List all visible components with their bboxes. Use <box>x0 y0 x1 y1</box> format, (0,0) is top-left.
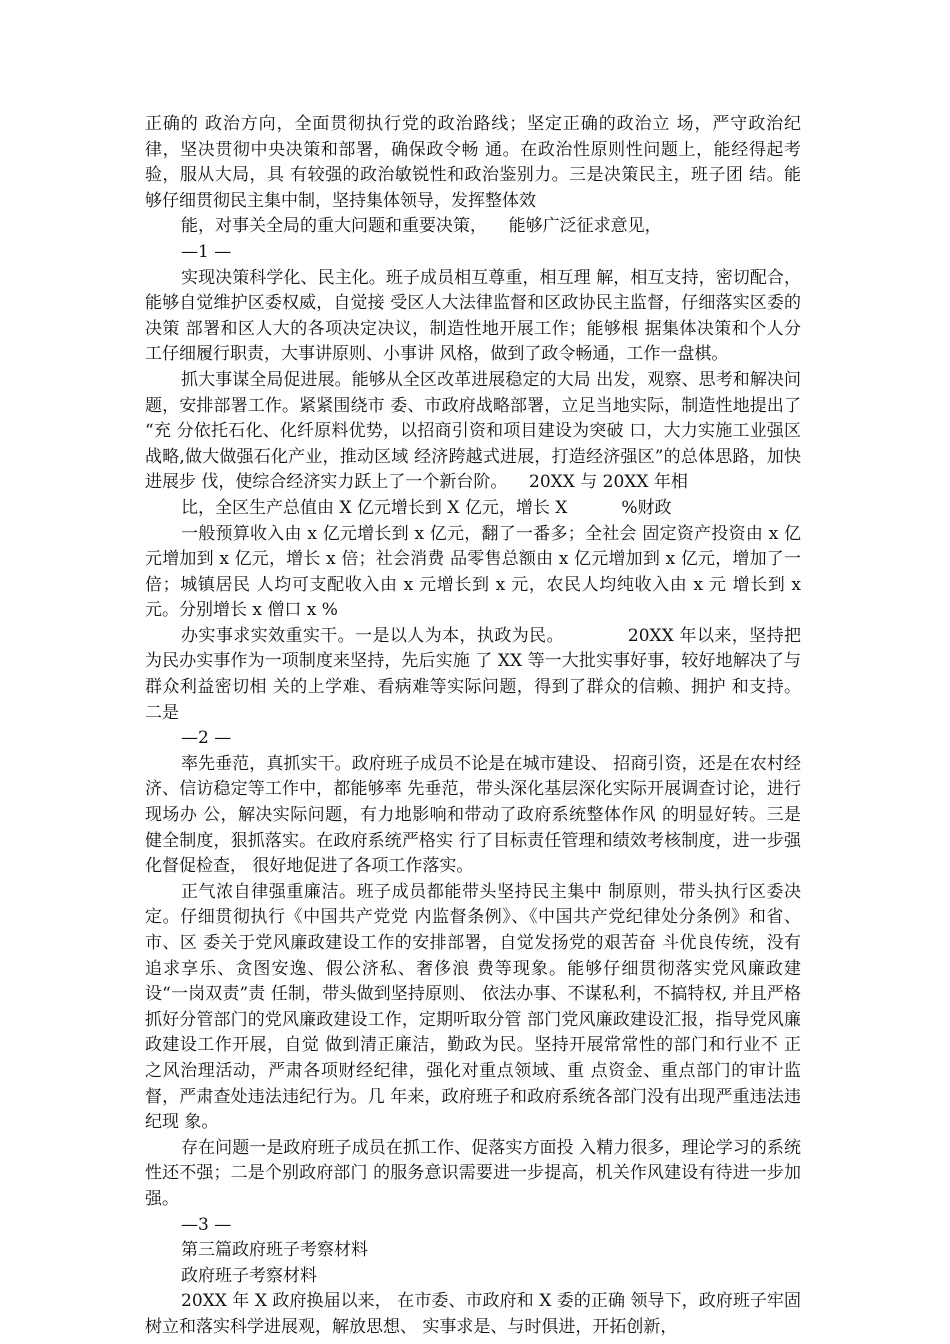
page-number: —3 — <box>181 1214 232 1235</box>
body-paragraph: 实现决策科学化、民主化。班子成员相互尊重，相互理 解，相互支持，密切配合，能够自觉维护区委权威，自觉接 受区人大法律监督和区政协民主监督，仔细落实区委的决策 部署和区人大的各项决定决议，制造性地开展工作；能够根 据集体决策和个人分工仔细履行职责，大事讲原则、小事讲 风格，做到了政令畅通，工作一盘棋。 <box>145 267 801 365</box>
document-page <box>145 112 807 1341</box>
section-heading: 第三篇政府班子考察材料 <box>181 1240 368 1261</box>
body-paragraph: 能，对事关全局的重大问题和重要决策， 能够广泛征求意见， <box>181 216 662 237</box>
body-paragraph: 抓大事谋全局促进展。能够从全区改革进展稳定的大局 出发，观察、思考和解决问题，安排部署工作。紧紧围绕市 委、市政府战略部署，立足当地实际，制造性地提出了 “充 分依托石化、化纤原料优势，以招商引资和项目建设为突破 口，大力实施工业强区战略,做大做强石化产业，推动区域 经济跨越式进展，打造经济强区”的总体思路，加快进展步 伐，使综合经济实力跃上了一个新台阶。 20XX 与 20XX 年相 <box>145 369 807 493</box>
body-paragraph: 正确的 政治方向，全面贯彻执行党的政治路线；坚定正确的政治立 场，严守政治纪律，坚决贯彻中央决策和部署，确保政令畅 通。在政治性原则性问题上，能经得起考验，服从大局，具 有较强的政治敏锐性和政治鉴别力。三是决策民主，班子团 结。能够仔细贯彻民主集中制，坚持集体领导，发挥整体效 <box>145 114 801 211</box>
document-subtitle: 政府班子考察材料 <box>181 1265 317 1286</box>
page-number: —2 — <box>181 728 232 749</box>
body-paragraph: 比，全区生产总值由 X 亿元增长到 X 亿元，增长 X %财政 <box>181 497 672 518</box>
body-paragraph: 办实事求实效重实干。一是以人为本，执政为民。 20XX 年以来，坚持把为民办实事作为一项制度来坚持，先后实施 了 XX 等一大批实事好事，较好地解决了与群众利益密切相 关的上学难、看病难等实际问题，得到了群众的信赖、拥护 和支持。二是 <box>145 625 801 723</box>
page-number: —1 — <box>181 241 232 262</box>
body-paragraph: 正气浓自律强重廉洁。班子成员都能带头坚持民主集中 制原则，带头执行区委决定。仔细贯彻执行《中国共产党党 内监督条例》、《中国共产党纪律处分条例》和省、市、区 委关于党风廉政建设工作的安排部署，自觉发扬党的艰苦奋 斗优良传统，没有追求享乐、贪图安逸、假公济私、奢侈浪 费等现象。能够仔细贯彻落实党风廉政建设“一岗双责”责 任制，带头做到坚持原则、 依法办事、不谋私利，不搞特权, 并且严格抓好分管部门的党风廉政建设工作，定期听取分管 部门党风廉政建设汇报，指导党风廉政建设工作开展，自觉 做到清正廉洁，勤政为民。坚持开展常常性的部门和行业不 正之风治理活动，严肃各项财经纪律，强化对重点领域、重 点资金、重点部门的审计监督，严肃查处违法违纪行为。几 年来，政府班子和政府系统各部门没有出现严重违法违纪现 象。 <box>145 881 801 1133</box>
body-paragraph: 存在问题一是政府班子成员在抓工作、促落实方面投 入精力很多，理论学习的系统性还不强；二是个别政府部门 的服务意识需要进一步提高，机关作风建设有待进一步加 强。 <box>145 1137 807 1209</box>
body-paragraph: 率先垂范，真抓实干。政府班子成员不论是在城市建设、 招商引资，还是在农村经济、信访稳定等工作中，都能够率 先垂范，带头深化基层深化实际开展调查讨论，进行现场办 公，解决实际问题，有力地影响和带动了政府系统整体作风 的明显好转。三是健全制度，狠抓落实。在政府系统严格实 行了目标责任管理和绩效考核制度，进一步强化督促检查， 很好地促进了各项工作落实。 <box>145 753 801 877</box>
body-paragraph: 一般预算收入由 x 亿元增长到 x 亿元，翻了一番多；全社会 固定资产投资由 x 亿元增加到 x 亿元，增长 x 倍；社会消费 品零售总额由 x 亿元增加到 x 亿元，增加了一倍；城镇居民 人均可支配收入由 x 元增长到 x 元，农民人均纯收入由 x 元 增长到 x 元。分别增长 x 僧口 x % <box>145 523 807 621</box>
body-paragraph: 20XX 年 X 政府换届以来， 在市委、市政府和 X 委的正确 领导下，政府班子牢固树立和落实科学进展观，解放思想、 实事求是、与时俱进，开拓创新， <box>145 1291 801 1337</box>
